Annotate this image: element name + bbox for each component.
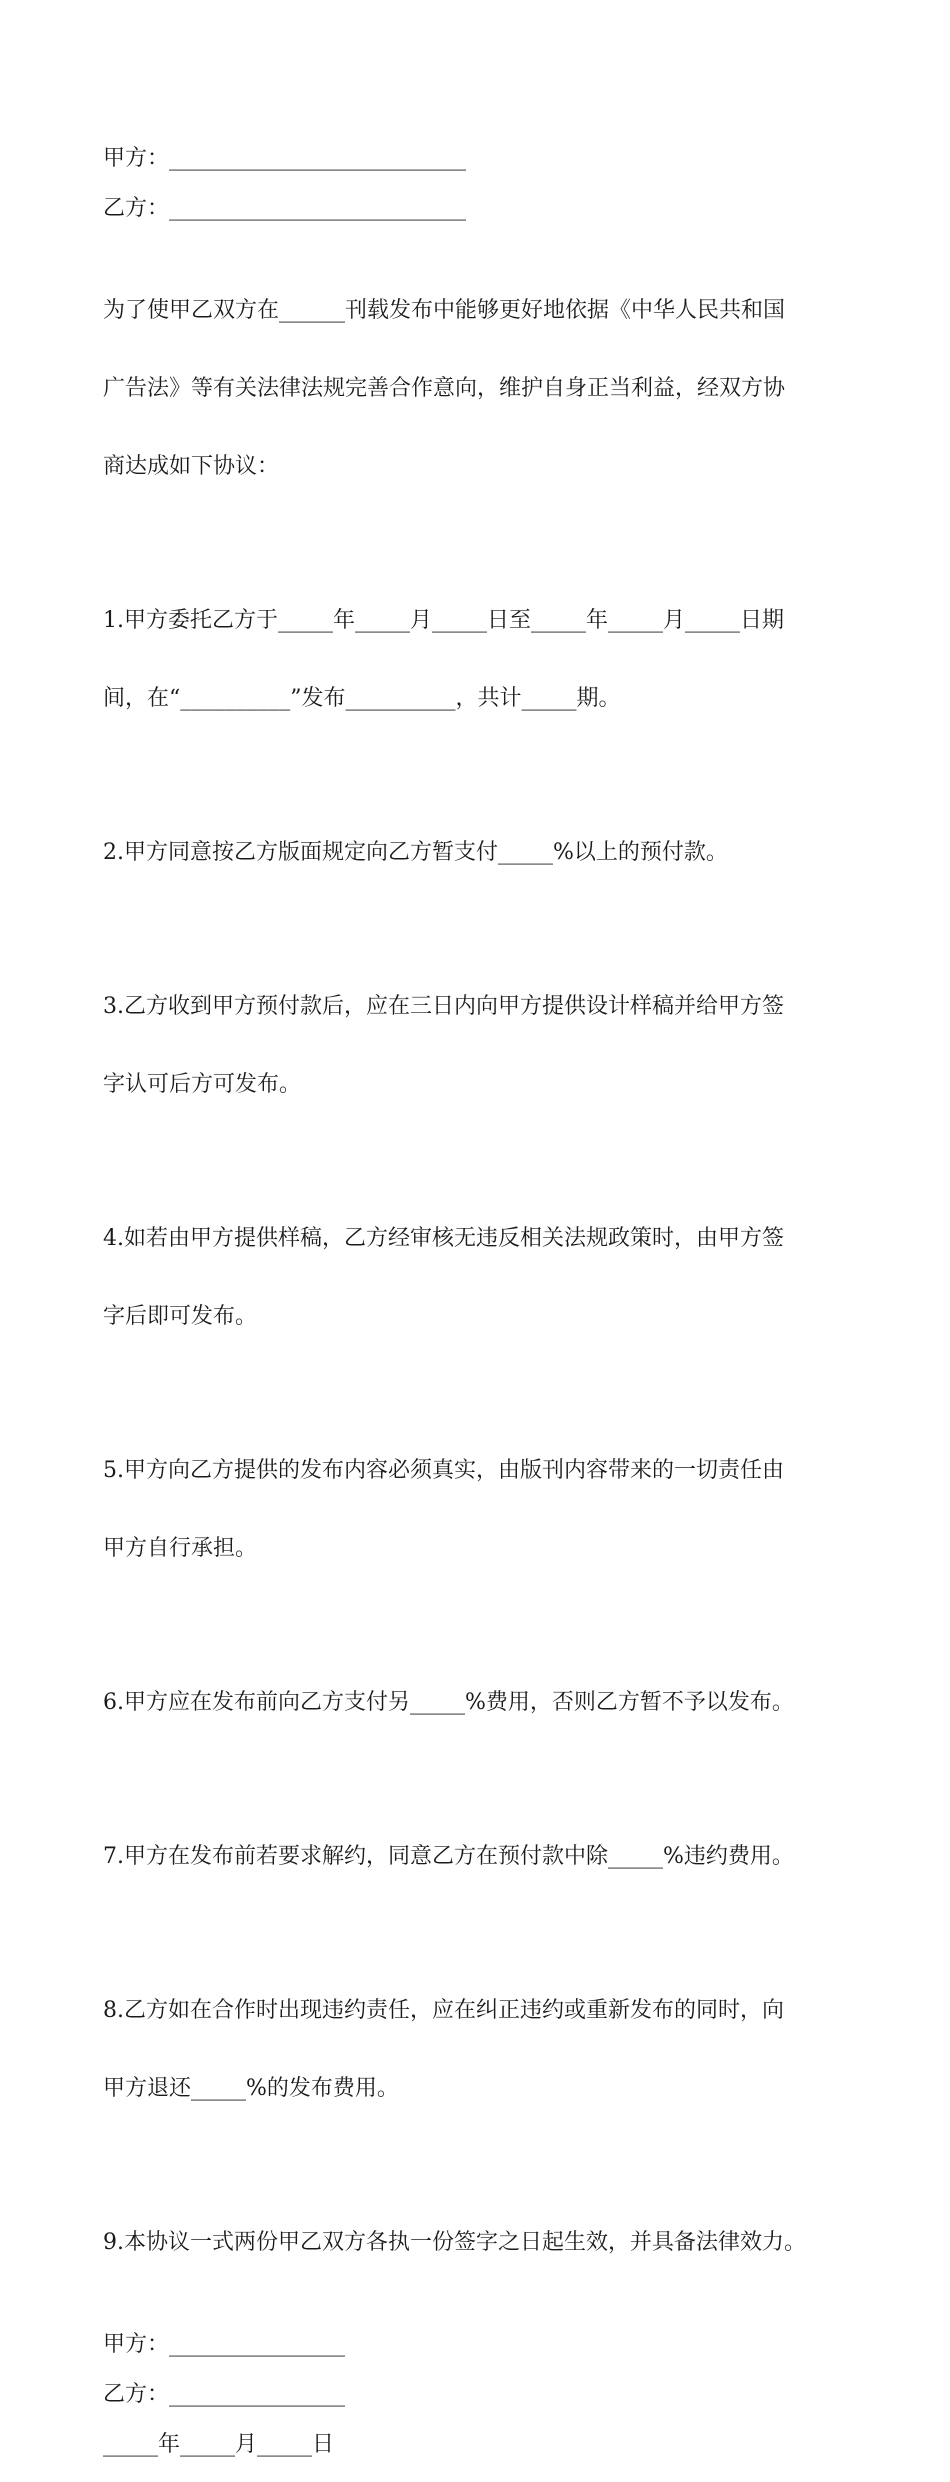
intro-line: 为了使甲乙双方在______刊载发布中能够更好地依据《中华人民共和国 — [103, 298, 786, 323]
clause-line: 甲方自行承担。 — [103, 1536, 258, 1561]
header-party-a-signature: 甲方：___________________________ — [103, 146, 467, 171]
clause-line: 3.乙方收到甲方预付款后，应在三日内向甲方提供设计样稿并给甲方签 — [103, 994, 784, 1019]
clause-line: 甲方退还_____%的发布费用。 — [103, 2076, 399, 2101]
clause-line: 7.甲方在发布前若要求解约，同意乙方在预付款中除_____%违约费用。 — [103, 1844, 794, 1869]
footer-date: _____年_____月_____日 — [103, 2432, 335, 2457]
clause-8 — [103, 1946, 853, 2154]
clause-line: 间，在“__________”发布__________，共计_____期。 — [103, 686, 621, 711]
header-party-b-signature: 乙方：___________________________ — [103, 196, 467, 221]
intro-line: 广告法》等有关法律法规完善合作意向，维护自身正当利益，经双方协 — [103, 376, 786, 401]
footer-party-a-signature: 甲方：________________ — [103, 2332, 346, 2357]
clause-line: 6.甲方应在发布前向乙方支付另_____%费用，否则乙方暂不予以发布。 — [103, 1690, 794, 1715]
clause-line: 9.本协议一式两份甲乙双方各执一份签字之日起生效，并具备法律效力。 — [103, 2230, 806, 2255]
clause-line: 8.乙方如在合作时出现违约责任，应在纠正违约或重新发布的同时，向 — [103, 1998, 784, 2023]
clause-5 — [103, 1406, 853, 1614]
clause-line: 4.如若由甲方提供样稿，乙方经审核无违反相关法规政策时，由甲方签 — [103, 1226, 784, 1251]
footer-party-b-signature: 乙方：________________ — [103, 2382, 346, 2407]
clause-2 — [103, 788, 853, 918]
clause-1 — [103, 556, 853, 764]
clause-line: 字后即可发布。 — [103, 1304, 258, 1329]
clause-line: 1.甲方委托乙方于_____年_____月_____日至_____年_____月_____日期 — [103, 608, 784, 633]
clause-line: 5.甲方向乙方提供的发布内容必须真实，由版刊内容带来的一切责任由 — [103, 1458, 784, 1483]
intro-paragraph — [103, 246, 853, 532]
clause-6 — [103, 1638, 853, 1768]
clause-4 — [103, 1174, 853, 1382]
agreement-body — [103, 146, 853, 2482]
clause-9 — [103, 2178, 853, 2308]
clause-7 — [103, 1792, 853, 1922]
clause-line: 字认可后方可发布。 — [103, 1072, 302, 1097]
clause-line: 2.甲方同意按乙方版面规定向乙方暂支付_____%以上的预付款。 — [103, 840, 728, 865]
intro-line: 商达成如下协议： — [103, 454, 280, 479]
clause-3 — [103, 942, 853, 1150]
